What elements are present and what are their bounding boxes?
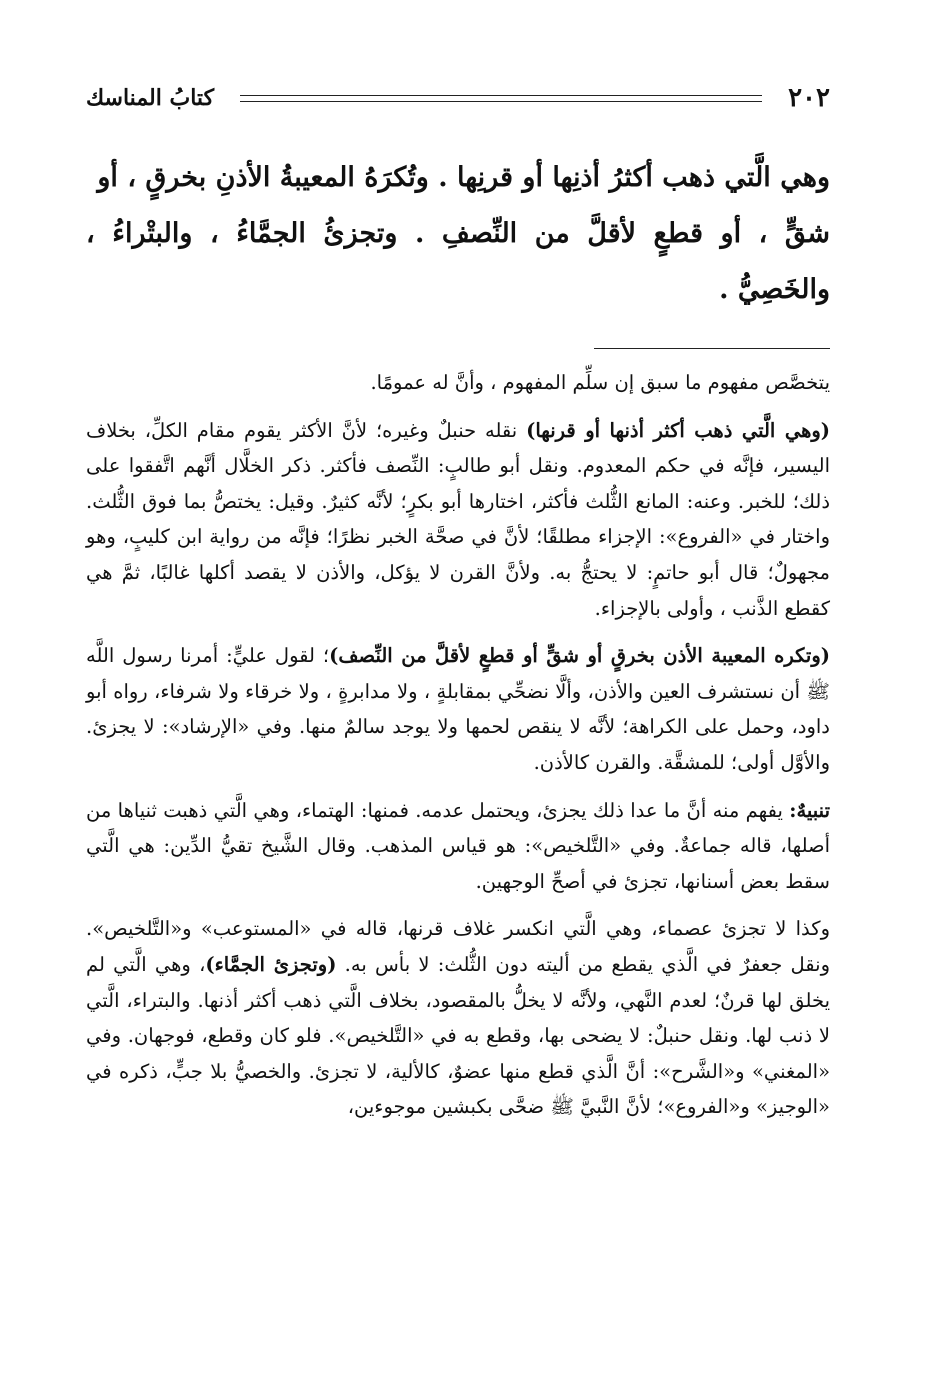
commentary-text: يفهم منه أنَّ ما عدا ذلك يجزئ، ويحتمل عدمه. فمنها: الهتماء، وهي الَّتي ذهبت ثنياها من أصلها، قاله جماعةٌ. وفي «التَّلخيص»: هو قياس المذهب. وقال الشَّيخ تقيُّ الدِّين: هي الَّتي سقط بعض أسنانها، تجزئ في أصحِّ الوجهين. — [86, 798, 830, 893]
commentary-text: يتخصَّص مفهوم ما سبق إن سلِّم المفهوم ، وأنَّ له عمومًا. — [370, 371, 830, 394]
commentary-text: وكذا لا تجزئ عصماء، وهي الَّتي انكسر غلاف قرنها، قاله في «المستوعب» و«التَّلخيص». ونقل جعفرٌ في الَّذي يقطع من أليته دون الثُّلث: لا بأس به. — [86, 917, 830, 976]
commentary-text: نقله حنبلٌ وغيره؛ لأنَّ الأكثر يقوم مقام الكلِّ، بخلاف اليسير، فإنَّه في حكم المعدوم. ونقل أبو طالبٍ: النِّصف فأكثر. ذكر الخلَّال أنَّهم اتَّفقوا على ذلك؛ للخبر. وعنه: المانع الثُّلث فأكثر، اختارها أبو بكرٍ؛ لأنَّه كثيرٌ. وقيل: يختصُّ بما فوق الثُّلث. واختار في «الفروع»: الإجزاء مطلقًا؛ لأنَّ في صحَّة الخبر نظرًا؛ فإنَّه من رواية ابن كليبٍ، وهو مجهولٌ؛ قال أبو حاتمٍ: لا يحتجُّ به. ولأنَّ القرن لا يؤكل، والأذن لا يقصد أكلها غالبًا، ثمَّ هي كقطع الذَّنب ، وأولى بالإجزاء. — [86, 418, 830, 620]
quoted-main-text: (وتجزئ الجمَّاء) — [205, 952, 337, 976]
page-number: ٢٠٢ — [788, 83, 830, 113]
main-text-line: شقٍّ ، أو قطعٍ لأقلَّ من النِّصفِ . وتجزئُ الجمَّاءُ ، والبتْراءُ ، والخَصِيُّ . — [86, 218, 830, 305]
main-text-line: وهي الَّتي ذهب أكثرُ أذنِها أو قرنِها . وتُكرَهُ المعيبةُ الأذنِ بخرقٍ ، أو — [97, 162, 830, 193]
page — [86, 80, 830, 1137]
page-header — [86, 80, 830, 116]
commentary-paragraph — [86, 413, 830, 627]
header-rule — [240, 95, 762, 102]
commentary-paragraph — [86, 365, 830, 401]
book-title: كتابُ المناسك — [86, 85, 215, 111]
commentary-text: ؛ لقول عليٍّ: أمرنا رسول اللَّه ﷺ أن نستشرف العين والأذن، وألَّا نضحِّي بمقابلةٍ ، ولا مدابرةٍ ، ولا خرقاء ولا شرفاء، رواه أبو داود، وحمل على الكراهة؛ لأنَّه لا ينقص لحمها ولا يوجد سالمٌ منها. وفي «الإرشاد»: لا يجزئ. والأوَّل أولى؛ للمشقَّة. والقرن كالأذن. — [86, 644, 830, 774]
commentary — [86, 365, 830, 1125]
quoted-main-text: (وهي الَّتي ذهب أكثر أذنها أو قرنها) — [526, 418, 830, 442]
commentary-text: ، وهي الَّتي لم يخلق لها قرنٌ؛ لعدم النَّهي، ولأنَّه لا يخلُّ بالمقصود، بخلاف الَّتي ذهب أكثر أذنها. والبتراء، الَّتي لا ذنب لها. ونقل حنبلٌ: لا يضحى بها، وقطع به في «التَّلخيص». فلو كان وقطع، فوجهان. وفي «المغني» و«الشَّرح»: أنَّ الَّذي قطع منها عضوٌ، كالألية، لا تجزئ. والخصيُّ بلا جبٍّ، ذكره في «الوجيز» و«الفروع»؛ لأنَّ النَّبيَّ ﷺ ضحَّى بكبشين موجوءين، — [86, 952, 830, 1119]
quoted-main-text: (وتكره المعيبة الأذن بخرقٍ أو شقٍّ أو قطعٍ لأقلَّ من النِّصف) — [329, 644, 830, 668]
note-label: تنبيهٌ: — [789, 798, 830, 822]
commentary-separator — [594, 348, 830, 349]
commentary-paragraph — [86, 793, 830, 900]
main-text — [86, 150, 830, 318]
commentary-paragraph — [86, 911, 830, 1125]
commentary-paragraph — [86, 638, 830, 780]
